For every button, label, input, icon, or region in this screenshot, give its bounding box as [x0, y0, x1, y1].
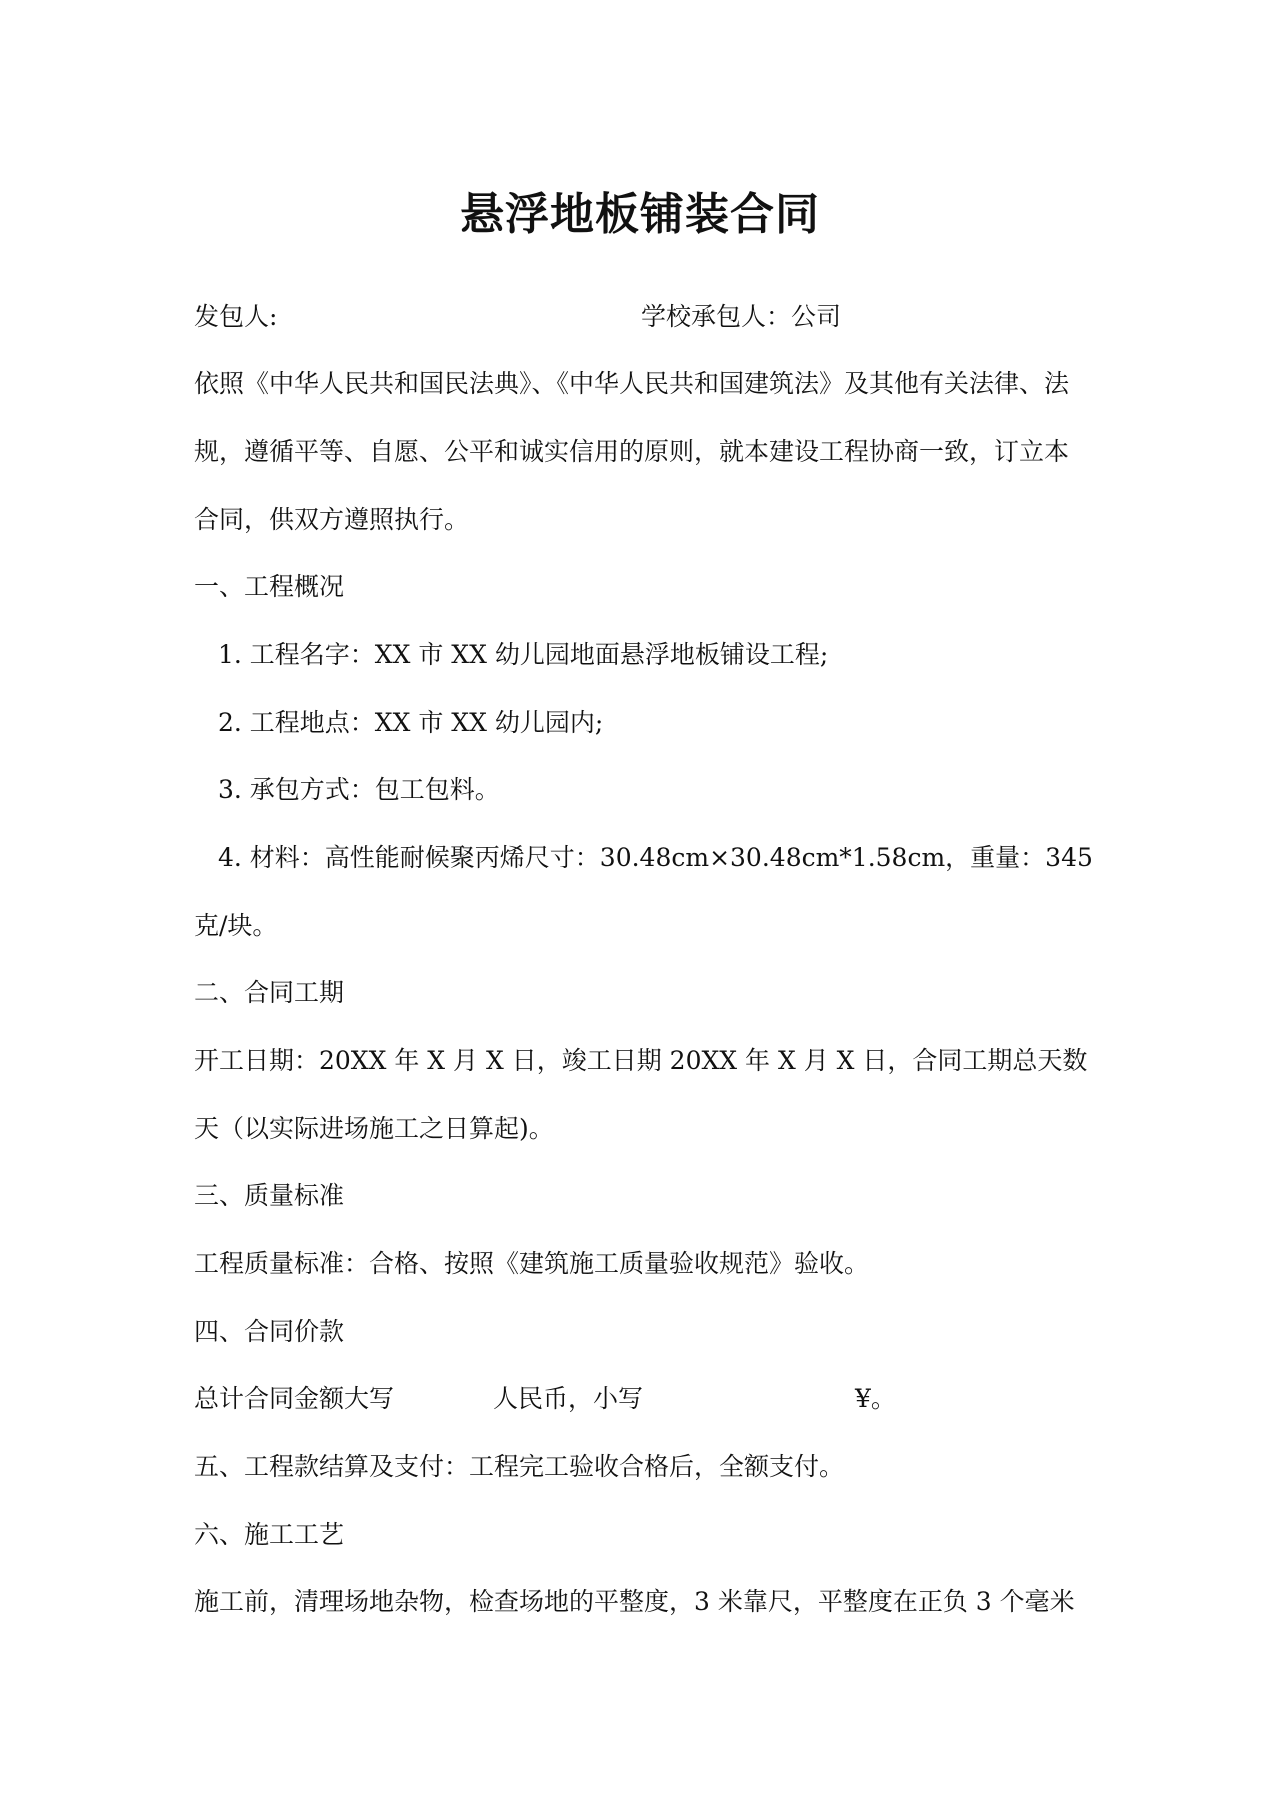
section-heading-process: 六、施工工艺 — [194, 1520, 345, 1549]
price-rmb-label: 人民币，小写 — [493, 1384, 644, 1413]
section-heading-duration: 二、合同工期 — [194, 978, 345, 1007]
process-line-1: 施工前，清理场地杂物，检查场地的平整度，3 米靠尺，平整度在正负 3 个毫米 — [194, 1587, 1075, 1616]
document-title: 悬浮地板铺装合同 — [460, 189, 820, 240]
list-item-project-name: 1. 工程名字：XX 市 XX 幼儿园地面悬浮地板铺设工程; — [218, 640, 829, 669]
parties-row — [194, 300, 1094, 334]
preamble-line-2: 规，遵循平等、自愿、公平和诚实信用的原则，就本建设工程协商一致，订立本 — [194, 437, 1070, 466]
employer-label: 发包人: — [194, 302, 278, 331]
list-item-material-cont: 克/块。 — [194, 911, 278, 940]
list-item-project-location: 2. 工程地点：XX 市 XX 幼儿园内; — [218, 708, 604, 737]
duration-line-1: 开工日期：20XX 年 X 月 X 日，竣工日期 20XX 年 X 月 X 日，合同工期总天数 — [194, 1046, 1088, 1075]
list-item-material: 4. 材料：高性能耐候聚丙烯尺寸：30.48cm×30.48cm*1.58cm，重量：345 — [218, 843, 1093, 872]
section-heading-overview: 一、工程概况 — [194, 572, 345, 601]
price-row — [194, 1382, 1094, 1416]
section-heading-quality: 三、质量标准 — [194, 1181, 345, 1210]
price-uppercase-label: 总计合同金额大写 — [194, 1384, 395, 1413]
section-payment: 五、工程款结算及支付：工程完工验收合格后，全额支付。 — [194, 1452, 845, 1481]
preamble-line-3: 合同，供双方遵照执行。 — [194, 505, 470, 534]
duration-line-2: 天（以实际进场施工之日算起)。 — [194, 1114, 554, 1143]
quality-line: 工程质量标准：合格、按照《建筑施工质量验收规范》验收。 — [194, 1249, 870, 1278]
price-yen-symbol: ¥。 — [855, 1384, 896, 1413]
list-item-contract-mode: 3. 承包方式：包工包料。 — [218, 775, 500, 804]
preamble-line-1: 依照《中华人民共和国民法典》、《中华人民共和国建筑法》及其他有关法律、法 — [194, 369, 1070, 398]
section-heading-price: 四、合同价款 — [194, 1317, 345, 1346]
contractor-label: 学校承包人：公司 — [641, 302, 842, 331]
